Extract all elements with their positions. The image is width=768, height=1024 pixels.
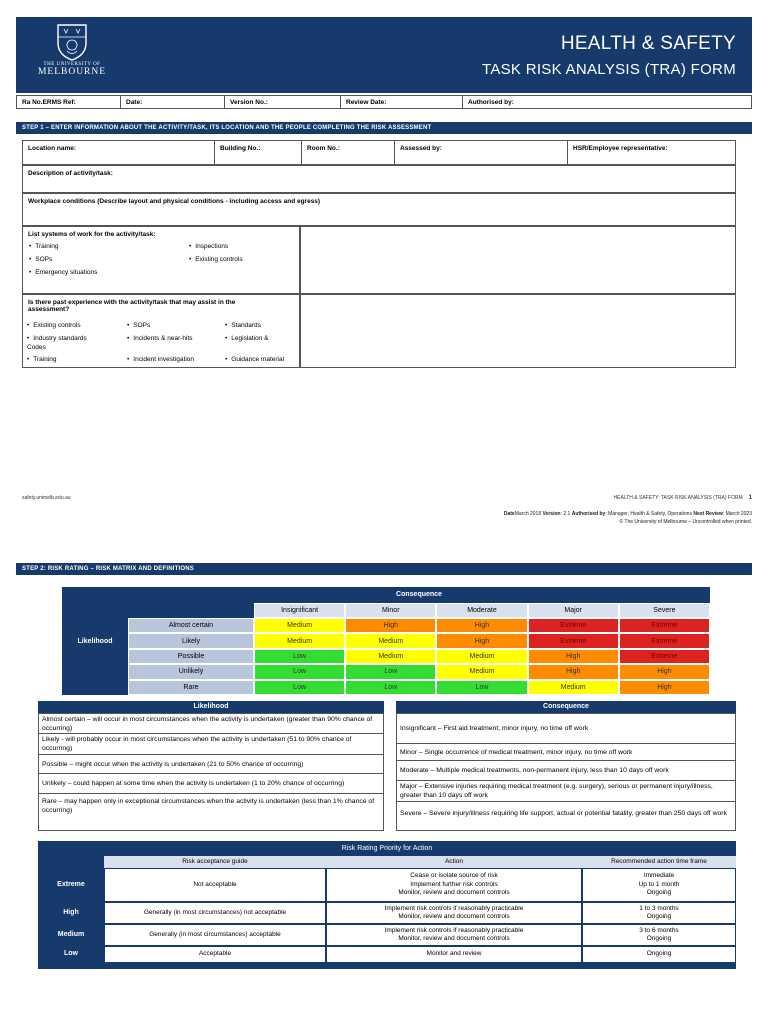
likelihood-axis-label: Likelihood (77, 637, 113, 645)
consequence-definitions-header: Consequence (396, 701, 736, 713)
ra-ref-field[interactable]: Ra No.ERMS Ref: (17, 96, 121, 108)
logo-small-text: THE UNIVERSITY OF (43, 62, 101, 67)
list-item: • Existing controls (189, 256, 243, 263)
logo-big-text: MELBOURNE (37, 67, 107, 77)
likelihood-definition-row: Unlikely – could happen at some time when the activity is undertaken (1 to 20% chance of occurring) (39, 774, 383, 794)
systems-of-work-input[interactable] (300, 226, 736, 294)
matrix-cell-low: Low (254, 649, 345, 664)
likelihood-row-label: Rare (128, 680, 254, 695)
location-name-field[interactable]: Location name: (28, 145, 77, 152)
matrix-cell-low: Low (436, 680, 527, 695)
consequence-definition-row: Minor – Single occurrence of medical treatment, minor injury, no time off work (397, 744, 735, 761)
matrix-cell-medium: Medium (436, 664, 527, 679)
workplace-label: Workplace conditions (Describe layout and physical conditions - including access and egress) (28, 198, 321, 205)
version-label: Version (542, 511, 561, 517)
footer-url[interactable]: safety.unimelb.edu.au (22, 495, 71, 501)
footer-title (614, 495, 752, 501)
building-field[interactable]: Building No.: (214, 141, 265, 164)
past-experience-input[interactable] (300, 294, 736, 368)
likelihood-definitions (38, 713, 384, 831)
likelihood-definitions-header: Likelihood (38, 701, 384, 713)
page-number: 1 (748, 495, 752, 501)
university-logo (36, 23, 108, 87)
likelihood-definition-row: Possible – might occur when the activity is undertaken (21 to 50% chance of occurring) (39, 755, 383, 774)
past-experience-label-2: assessment? (28, 306, 70, 313)
matrix-cell-medium: Medium (254, 633, 345, 648)
action-cell (326, 902, 582, 924)
version-value: : 2.1 (560, 511, 571, 517)
likelihood-row-label: Likely (128, 633, 254, 648)
risk-matrix (62, 587, 710, 695)
next-review-label: Next Review (693, 511, 723, 517)
action-line: Cease or isolate source of risk (410, 872, 498, 880)
authorised-value: : Manager, Health & Safety, Operations (605, 511, 692, 517)
footer-version-info (504, 510, 752, 526)
priority-column-header: Action (326, 856, 582, 868)
footer-title-text: HEALTH & SAFETY: TASK RISK ANALYSIS (TRA) FORM (613, 495, 743, 501)
time-frame-cell (582, 868, 736, 902)
list-item: • SOPs (127, 322, 150, 329)
consequence-definition-row: Moderate – Multiple medical treatments, non-permanent injury, less than 10 days off work (397, 761, 735, 781)
time-frame-line: Ongoing (646, 935, 672, 942)
action-cell (326, 924, 582, 946)
consequence-header-insignificant: Insignificant (254, 603, 345, 618)
matrix-cell-extreme: Extreme (619, 633, 710, 648)
time-frame-cell (582, 946, 736, 963)
step2-header: STEP 2: RISK RATING – RISK MATRIX AND DEFINITIONS (16, 563, 752, 575)
risk-priority-title: Risk Rating Priority for Action (341, 845, 433, 852)
list-item: • Training (27, 356, 57, 363)
consequence-definition-row: Major – Extensive injuries requiring medical treatment (e.g. surgery), serious or permanent injury/illness, greater than 10 days off work (397, 781, 735, 802)
matrix-cell-high: High (528, 664, 619, 679)
date-value: March 2018 (514, 511, 542, 517)
acceptance-guide-cell: Generally (in most circumstances) not acceptable (104, 902, 326, 924)
footer-version-line (504, 510, 752, 518)
consequence-header-major: Major (528, 603, 619, 618)
risk-priority-table (38, 841, 736, 969)
matrix-cell-medium: Medium (345, 649, 436, 664)
footer-copyright: © The University of Melbourne – Uncontrolled when printed. (619, 519, 752, 525)
consequence-definition-row: Severe – Severe injury/illness requiring life support, actual or potential fatality, greater than 250 days off work (400, 809, 727, 817)
likelihood-row-label: Almost certain (128, 618, 254, 633)
action-line: Implement risk controls if reasonably practicable (384, 926, 524, 934)
priority-row-label: Medium (57, 930, 85, 938)
time-frame-line: Ongoing (646, 889, 672, 897)
version-field[interactable]: Version No.: (225, 96, 341, 108)
authorised-label: Authorised by (571, 511, 606, 517)
likelihood-row-label: Possible (128, 649, 254, 664)
list-item: • Existing controls (27, 322, 81, 329)
past-experience-label: Is there past experience with the activity/task that may assist in the (28, 299, 236, 306)
list-item: • Legislation & (225, 335, 269, 342)
matrix-cell-extreme: Extreme (619, 649, 710, 664)
action-cell (326, 868, 582, 902)
likelihood-definition-row: Almost certain – will occur in most circumstances when the activity is undertaken (greater than 90% chance of occurring) (39, 714, 383, 734)
description-label: Description of activity/task: (28, 170, 113, 177)
review-date-field[interactable]: Review Date: (341, 96, 463, 108)
list-item: • Incidents & near-hits (127, 335, 193, 342)
acceptance-guide-cell: Acceptable (104, 946, 326, 963)
action-line: Monitor and review (426, 950, 482, 958)
matrix-cell-high: High (436, 633, 527, 648)
likelihood-row-label: Unlikely (128, 664, 254, 679)
reference-row (16, 95, 752, 109)
matrix-cell-high: High (345, 618, 436, 633)
time-frame-line: Up to 1 month (638, 880, 680, 888)
matrix-cell-low: Low (345, 664, 436, 679)
matrix-cell-extreme: Extreme (619, 618, 710, 633)
matrix-cell-low: Low (254, 664, 345, 679)
consequence-header-severe: Severe (619, 603, 710, 618)
list-item: • Emergency situations (29, 269, 97, 276)
action-line: Monitor, review and document controls (398, 889, 510, 897)
list-item: • Guidance material (225, 356, 284, 363)
priority-row-label: Extreme (57, 880, 85, 888)
list-item-continued: Codes (27, 344, 46, 351)
likelihood-definition-row: Rare – may happen only in exceptional circumstances when the activity is undertaken (less than 1% chance of occurring) (42, 797, 375, 814)
list-item: • Incident investigation (127, 356, 194, 363)
time-frame-line: Ongoing (646, 913, 672, 920)
time-frame-line: Immediate (643, 872, 675, 880)
header-banner (16, 17, 752, 93)
workplace-conditions-field[interactable] (22, 193, 736, 226)
date-label: Date (503, 511, 515, 517)
date-field[interactable]: Date: (121, 96, 225, 108)
time-frame-line: 3 to 6 months (639, 926, 679, 934)
consequence-header-minor: Minor (345, 603, 436, 618)
matrix-cell-high: High (436, 618, 527, 633)
matrix-cell-high: High (528, 649, 619, 664)
systems-of-work-box (22, 226, 300, 294)
past-experience-box (22, 294, 300, 368)
location-row (22, 140, 736, 165)
matrix-cell-high: High (619, 680, 710, 695)
room-field[interactable]: Room No.: (301, 141, 345, 164)
matrix-cell-low: Low (345, 680, 436, 695)
matrix-cell-high: High (619, 664, 710, 679)
priority-column-header: Recommended action time frame (582, 856, 736, 868)
priority-column-header: Risk acceptance guide (104, 856, 326, 868)
list-item: • SOPs (29, 256, 52, 263)
description-field[interactable] (22, 165, 736, 193)
matrix-cell-medium: Medium (254, 618, 345, 633)
matrix-cell-low: Low (254, 680, 345, 695)
action-line: Monitor, review and document controls (398, 935, 510, 942)
time-frame-cell (582, 924, 736, 946)
page-title: HEALTH & SAFETY (560, 33, 736, 54)
list-item: • Industry standards (27, 335, 87, 342)
crest-icon (55, 23, 89, 61)
list-item: • Standards (225, 322, 261, 329)
matrix-cell-medium: Medium (436, 649, 527, 664)
acceptance-guide-cell: Generally (in most circumstances) acceptable (104, 924, 326, 946)
matrix-cell-medium: Medium (345, 633, 436, 648)
time-frame-line: 1 to 3 months (639, 904, 679, 912)
likelihood-definition-row: Likely - will probably occur in most circumstances when the activity is undertaken (51 to 90% chance of occurring) (39, 734, 383, 755)
consequence-definitions (396, 713, 736, 831)
action-cell (326, 946, 582, 963)
step1-header: STEP 1 – ENTER INFORMATION ABOUT THE ACTIVITY/TASK, ITS LOCATION AND THE PEOPLE COMPLETING THE RISK ASSESSMENT (16, 122, 752, 134)
next-review-value: : March 2023 (722, 511, 752, 517)
action-line: Implement risk controls if reasonably practicable (384, 904, 524, 912)
list-item: • Training (29, 243, 59, 250)
time-frame-line: Ongoing (646, 950, 672, 958)
consequence-header-moderate: Moderate (436, 603, 527, 618)
assessed-by-field[interactable]: Assessed by: (394, 141, 447, 164)
authorised-by-field[interactable]: Authorised by: (468, 99, 514, 106)
action-line: Monitor, review and document controls (398, 913, 510, 920)
matrix-cell-extreme: Extreme (528, 633, 619, 648)
priority-row-label: High (63, 908, 79, 916)
priority-row-label: Low (64, 950, 78, 958)
time-frame-cell (582, 902, 736, 924)
consequence-definition-row: Insignificant – First aid treatment, minor injury, no time off work (397, 714, 735, 744)
acceptance-guide-cell: Not acceptable (104, 868, 326, 902)
list-item: • Inspections (189, 243, 228, 250)
action-line: Implement further risk controls (410, 880, 498, 888)
consequence-axis-label: Consequence (396, 591, 442, 598)
page-subtitle: TASK RISK ANALYSIS (TRA) FORM (481, 61, 736, 78)
matrix-cell-extreme: Extreme (528, 618, 619, 633)
matrix-cell-medium: Medium (528, 680, 619, 695)
hsr-field[interactable]: HSR/Employee representative: (567, 141, 673, 164)
systems-label: List systems of work for the activity/task: (28, 231, 156, 238)
